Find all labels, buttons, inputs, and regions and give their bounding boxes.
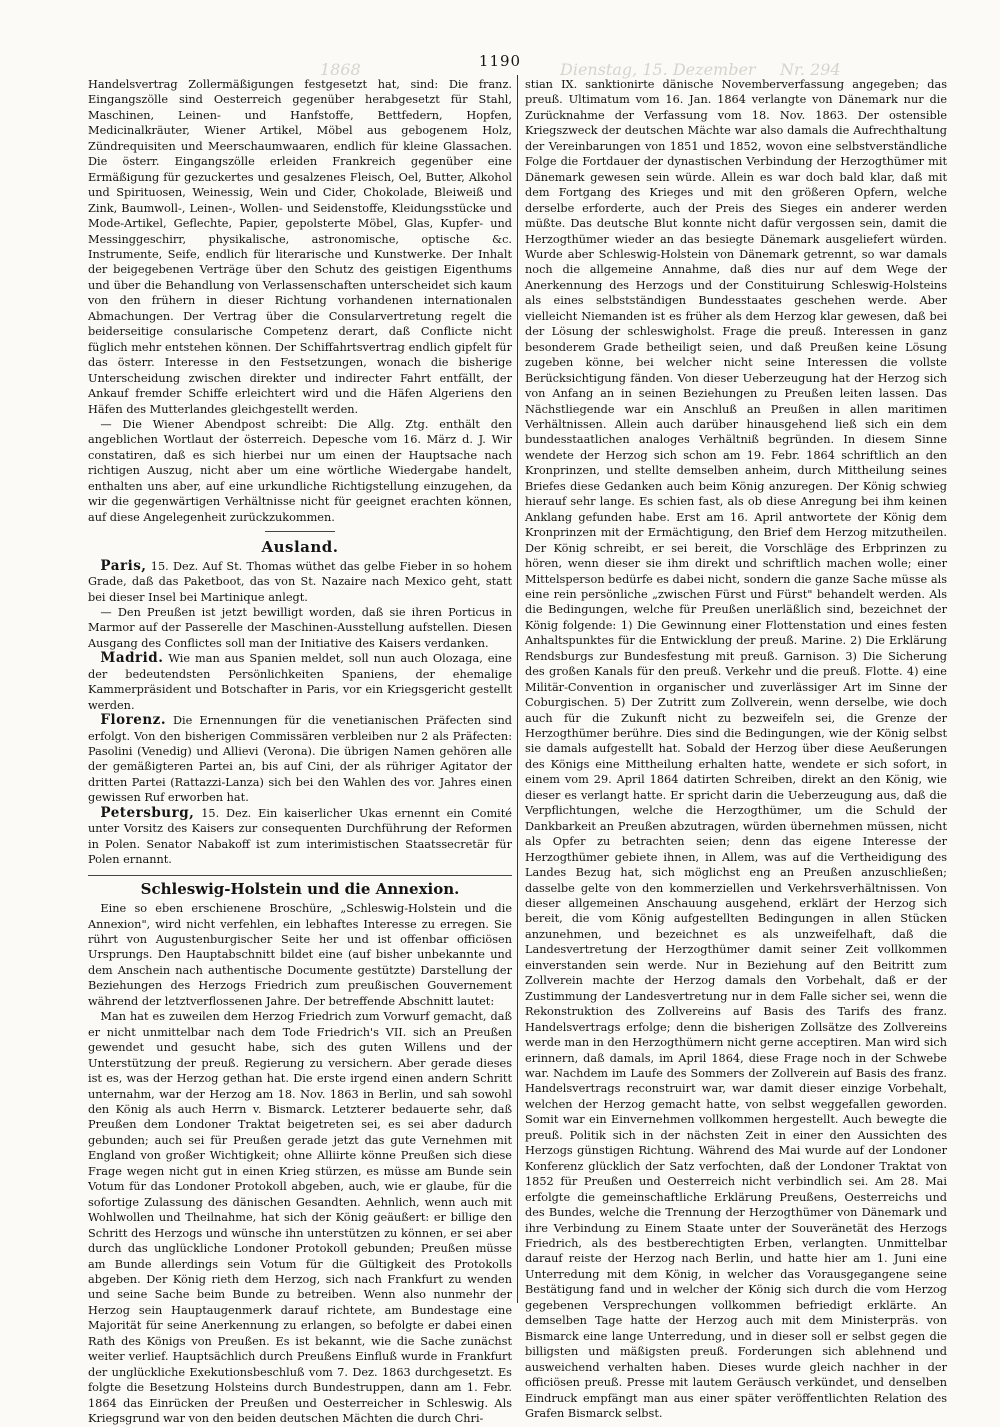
dateline: Paris,: [100, 557, 147, 574]
bleed-through-text: 1868: [320, 60, 361, 79]
article-heading: Schleswig-Holstein und die Annexion.: [88, 875, 512, 897]
right-column: [525, 77, 947, 1421]
paragraph: Eine so eben erschienene Broschüre, „Schleswig-Holstein und die Annexion", wird nicht verfehlen, ein lebhaftes Interesse zu erregen. Sie rührt von Augustenburgischer Seite her und ist offenbar officiösen Ursprungs. Den Hauptabschnitt bildet eine (auf bisher unbekannte und dem Anschein nach authentische Documente gestützte) Darstellung der Beziehungen des Herzogs Friedrich zum preußischen Gouvernement während der letztverflossenen Jahre. Der betreffende Abschnitt lautet:: [88, 902, 512, 1008]
news-item-madrid: Madrid. Wie man aus Spanien meldet, soll nun auch Olozaga, eine der bedeutendsten Persönlichkeiten Spaniens, der ehemalige Kammerpräsident und Botschafter in Paris, vor ein Kriegsgericht gestellt werden.: [88, 650, 512, 712]
bleed-through-text: Dienstag, 15. Dezember: [560, 60, 756, 79]
bleed-through-text: Nr. 294: [780, 60, 841, 79]
column-divider: [517, 75, 518, 1303]
divider: [265, 531, 335, 532]
news-item-florenz: Florenz. Die Ernennungen für die venetianischen Präfecten sind erfolgt. Von den bisherigen Commissären verbleiben nur 2 als Präfecten: Pasolini (Venedig) und Allievi (Verona). Die übrigen Namen gehören alle der gemäßigteren Partei an, bis auf Cini, der als rühriger Agitator der dritten Partei (Rattazzi-Lanza) sich bei den Wahlen des vor. Jahres einen gewissen Ruf erworben hat.: [88, 712, 512, 805]
left-column: [88, 77, 512, 1427]
section-heading-ausland: Ausland.: [261, 538, 339, 557]
paragraph: Handelsvertrag Zollermäßigungen festgesetzt hat, sind: Die franz. Eingangszölle sind Oesterreich gegenüber herabgesetzt für Stahl, Maschinen, Leinen- und Hanfstoffe, Bettfedern, Hopfen, Medicinalkräuter, Wiener Artikel, Möbel aus gebogenem Holz, Zündrequisiten und Meerschaumwaaren, endlich für kleine Glassachen. Die österr. Eingangszölle erleiden Frankreich gegenüber eine Ermäßigung für gezuckertes und gesalzenes Fleisch, Oel, Butter, Alkohol und Spirituosen, Weinessig, Wein und Cider, Chokolade, Bleiweiß und Zink, Baumwoll-, Leinen-, Wollen- und Seidenstoffe, Kleidungsstücke und Mode-Artikel, Geflechte, Papier, gepolsterte Möbel, Glas, Kupfer- und Messinggeschirr, physikalische, astronomische, optische &c. Instrumente, Seife, endlich für literarische und Kunstwerke. Der Inhalt der beigegebenen Verträge über den Schutz des geistigen Eigenthums und über die Behandlung von Verlassenschaften unterscheidet sich kaum von den frühern in dieser Richtung vorhandenen internationalen Abmachungen. Der Vertrag über die Consularvertretung regelt die beiderseitige consularische Competenz derart, daß Conflicte nicht füglich mehr entstehen können. Der Schiffahrtsvertrag endlich gipfelt für das österr. Interesse in den Festsetzungen, wonach die bisherige Unterscheidung zwischen direkter und indirecter Fahrt entfällt, der Ankauf fremder Schiffe erleichtert wird und die Häfen Algeriens den Häfen des Mutterlandes gleichgestellt werden.: [88, 78, 512, 416]
paragraph: — Die Wiener Abendpost schreibt: Die Allg. Ztg. enthält den angeblichen Wortlaut der österreich. Depesche vom 16. März d. J. Wir constatiren, daß es sich hierbei nur um einen der Hauptsache nach richtigen Auszug, nicht aber um eine wörtliche Wiedergabe handelt, enthalten uns aber, auf eine urkundliche Richtigstellung einzugehen, da wir die gegenwärtigen Verhältnisse nicht für geeignet erachten können, auf diese Angelegenheit zurückzukommen.: [88, 417, 512, 524]
paragraph: Man hat es zuweilen dem Herzog Friedrich zum Vorwurf gemacht, daß er nicht unmittelbar nach dem Tode Friedrich's VII. sich an Preußen gewendet und gesucht habe, sich des guten Willens und der Unterstützung der preuß. Regierung zu versichern. Aber gerade dieses ist es, was der Herzog gethan hat. Die erste irgend einen andern Schritt unternahm, war der Herzog am 18. Nov. 1863 in Berlin, und sah sowohl den König als auch Herrn v. Bismarck. Letzterer bedauerte sehr, daß Preußen dem Londoner Traktat beigetreten sei, es sei aber dadurch gebunden; auch sei für Preußen gerade jetzt das gute Vernehmen mit England von großer Wichtigkeit; ohne Alliirte könne Preußen sich diese Frage wegen nicht gut in einen Krieg stürzen, es müsse am Bunde sein Votum für das Londoner Protokoll abgeben, auch, wie er glaube, für die sofortige Zulassung des dänischen Gesandten. Aehnlich, wenn auch mit Wohlwollen und Theilnahme, hat sich der König geäußert: er billige den Schritt des Herzogs und wünsche ihn unterstützen zu können, er sei aber durch das unglückliche Londoner Protokoll gebunden; Preußen müsse am Bunde allerdings sein Votum für die Gültigkeit des Protokolls abgeben. Der König rieth dem Herzog, sich nach Frankfurt zu wenden und seine Sache beim Bunde zu betreiben. Wenn also nunmehr der Herzog sein Hauptaugenmerk darauf richtete, am Bundestage eine Majorität für seine Anerkennung zu erlangen, so befolgte er dabei einen Rath des Königs von Preußen. Es ist bekannt, wie die Sache zunächst weiter verlief. Hauptsächlich durch Preußens Einfluß wurde in Frankfurt der unglückliche Exekutionsbeschluß vom 7. Dez. 1863 durchgesetzt. Es folgte die Besetzung Holsteins durch Bundestruppen, dann am 1. Febr. 1864 das Einrücken der Preußen und Oesterreicher in Schleswig. Als Kriegsgrund war von den beiden deutschen Mächten die durch Chri-: [88, 1010, 512, 1426]
news-item-petersburg: Petersburg, 15. Dez. Ein kaiserlicher Ukas ernennt ein Comité unter Vorsitz des Kaisers zur consequenten Durchführung der Reformen in Polen. Senator Nabakoff ist zum interimistischen Staatssecretär für Polen ernannt.: [88, 804, 512, 867]
dateline: Madrid.: [100, 650, 164, 667]
paragraph: stian IX. sanktionirte dänische Novemberverfassung angegeben; das preuß. Ultimatum vom 16. Jan. 1864 verlangte von Dänemark nur die Zurücknahme der Verfassung vom 18. Nov. 1863. Der ostensible Kriegszweck der deutschen Mächte war also damals die Aufrechthaltung der Vereinbarungen von 1851 und 1852, wovon eine selbstverständliche Folge die Fortdauer der dynastischen Verbindung der Herzogthümer mit Dänemark gewesen sein würde. Allein es war doch bald klar, daß mit dem Fortgang des Krieges und mit den größeren Opfern, welche derselbe erforderte, auch der Preis des Sieges ein anderer werden müßte. Das deutsche Blut konnte nicht dafür vergossen sein, damit die Herzogthümer wieder an das besiegte Dänemark ausgeliefert würden. Wurde aber Schleswig-Holstein von Dänemark getrennt, so war damals noch die allgemeine Annahme, daß dies nur auf dem Wege der Anerkennung des Herzogs und der Constituirung Schleswig-Holsteins als eines selbstständigen Bundesstaates geschehen werde. Aber vielleicht Niemanden ist es früher als dem Herzog klar gewesen, daß bei der Lösung der schleswigholst. Frage die preuß. Interessen in ganz besonderem Grade betheiligt seien, und daß Preußen keine Lösung zugeben könne, bei welcher nicht seine Interessen die vollste Berücksichtigung fänden. Von dieser Ueberzeugung hat der Herzog sich von Anfang an in seinen Beziehungen zu Preußen leiten lassen. Das Nächstliegende war ein Anschluß an Preußen in allen maritimen Verhältnissen. Allein auch darüber hinausgehend ließ sich ein dem bundesstaatlichen analoges Verhältniß begründen. In diesem Sinne wendete der Herzog sich schon am 19. Febr. 1864 schriftlich an den Kronprinzen, und stellte demselben anheim, durch Mittheilung seines Briefes diese Gedanken auch beim König anzuregen. Der König schwieg hierauf sehr lange. Es schien fast, als ob diese Anregung bei ihm keinen Anklang gefunden habe. Erst am 16. April antwortete der König dem Kronprinzen mit der Ermächtigung, den Brief dem Herzog mitzutheilen. Der König schreibt, er sei bereit, die Vorschläge des Erbprinzen zu hören, wenn dieser sie ihm direkt und schriftlich machen wolle; einer Mittelsperson bedürfe es dabei nicht, sondern die ganze Sache müsse als eine rein persönliche „zwischen Fürst und Fürst" behandelt werden. Als die Bedingungen, welche für Preußen unerläßlich sind, bezeichnet der König folgende: 1) Die Gewinnung einer Flottenstation und eines festen Anhaltspunktes für die Entwicklung der preuß. Marine. 2) Die Erklärung Rendsburgs zur Bundesfestung mit preuß. Garnison. 3) Die Sicherung des großen Kanals für den preuß. Verkehr und die preuß. Flotte. 4) eine Militär-Convention in organischer und zuverlässiger Art im Sinne der Coburgischen. 5) Der Zutritt zum Zollverein, wenn derselbe, wie doch auch für die Zukunft nicht zu bezweifeln sei, die Grenze der Herzogthümer berühre. Dies sind die Bedingungen, wie der König selbst sie damals aufgestellt hat. Sobald der Herzog über diese Aeußerungen des Königs eine Mittheilung erhalten hatte, wendete er sich sofort, in einem vom 29. April 1864 datirten Schreiben, direkt an den König, wie dieser es verlangt hatte. Er spricht darin die Ueberzeugung aus, daß die Verpflichtungen, welche die Herzogthümer, um die Schuld der Dankbarkeit an Preußen abzutragen, würden übernehmen müssen, nicht als Opfer zu betrachten seien; denn das eigene Interesse der Herzogthümer gebiete ihnen, in Allem, was auf die Vertheidigung des Landes Bezug hat, sich möglichst eng an Preußen anzuschließen; dasselbe gelte von den kommerziellen und Verkehrsverhältnissen. Von dieser allgemeinen Anschauung ausgehend, erklärt der Herzog sich bereit, die vom König aufgestellten Bedingungen in allen Stücken anzunehmen, und bezeichnet es als unzweifelhaft, daß die Landesvertretung der Herzogthümer damit seiner Zeit vollkommen einverstanden sein werde. Nur in Beziehung auf den Beitritt zum Zollverein machte der Herzog damals den Vorbehalt, daß er der Zustimmung der Landesvertretung nur in dem Falle sicher sei, wenn die Rekonstruktion des Zollvereins auf Basis des Tarifs des franz. Handelsvertrags erfolge; denn die bisherigen Zollsätze des Zollvereins werde man in den Herzogthümern nicht gerne acceptiren. Man wird sich erinnern, daß damals, im April 1864, diese Frage noch in der Schwebe war. Nachdem im Laufe des Sommers der Zollverein auf Basis des franz. Handelsvertrags reconstruirt war, war damit dieser einzige Vorbehalt, welchen der Herzog gemacht hatte, von selbst weggefallen geworden. Somit war ein Einvernehmen vollkommen hergestellt. Auch bewegte die preuß. Politik sich in der nächsten Zeit in einer den Aussichten des Herzogs günstigen Richtung. Während des Mai wurde auf der Londoner Konferenz glücklich der Satz verfochten, daß der Londoner Traktat von 1852 für Preußen und Oesterreich nicht verbindlich sei. Am 28. Mai erfolgte die gemeinschaftliche Erklärung Preußens, Oesterreichs und des Bundes, welche die Trennung der Herzogthümer von Dänemark und ihre Verbindung zu Einem Staate unter der Souveränetät des Herzogs Friedrich, als des bestberechtigten Erben, verlangten. Unmittelbar darauf reiste der Herzog nach Berlin, und hatte hier am 1. Juni eine Unterredung mit dem König, in welcher das Vorausgegangene seine Bestätigung fand und in welcher der König sich durch die vom Herzog gegebenen Versprechungen vollkommen befriedigt erklärte. An demselben Tage hatte der Herzog auch mit dem Ministerpräs. von Bismarck eine lange Unterredung, und in dieser soll er selbst gegen die billigsten und mäßigsten preuß. Forderungen sich ablehnend und ausweichend verhalten haben. Dieses wurde gleich nachher in der officiösen preuß. Presse mit lautem Geräusch verkündet, und denselben Eindruck empfängt man aus einer später veröffentlichten Relation des Grafen Bismarck selbst.: [525, 78, 947, 1420]
paragraph: — Den Preußen ist jetzt bewilligt worden, daß sie ihren Porticus in Marmor auf der Passerelle der Maschinen-Ausstellung aufstellen. Diesen Ausgang des Conflictes soll man der Initiative des Kaisers verdanken.: [88, 605, 512, 650]
dateline: Florenz.: [100, 712, 167, 729]
news-item-paris: Paris, 15. Dez. Auf St. Thomas wüthet das gelbe Fieber in so hohem Grade, daß das Paketboot, das von St. Nazaire nach Mexico geht, statt bei dieser Insel bei Martinique anlegt.: [88, 557, 512, 604]
page-number: 1190: [478, 52, 522, 70]
dateline: Petersburg,: [100, 804, 195, 821]
